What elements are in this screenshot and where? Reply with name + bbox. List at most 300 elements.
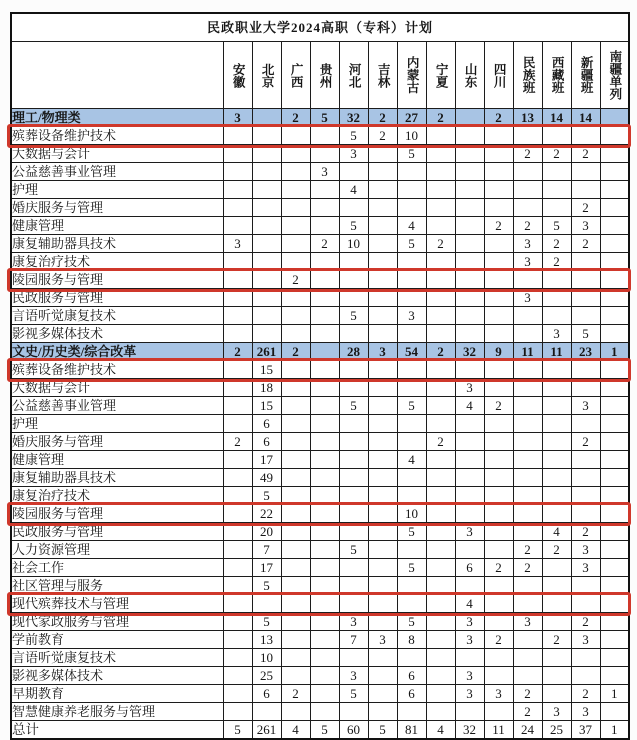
cell bbox=[281, 487, 310, 505]
cell bbox=[600, 703, 629, 721]
cell: 5 bbox=[252, 487, 281, 505]
cell bbox=[397, 271, 426, 289]
cell bbox=[571, 487, 600, 505]
column-header-label: 民族班 bbox=[521, 56, 536, 94]
cell: 2 bbox=[513, 541, 542, 559]
cell bbox=[223, 199, 252, 217]
column-header-5 bbox=[339, 42, 368, 109]
cell bbox=[513, 505, 542, 523]
cell bbox=[513, 469, 542, 487]
column-header-12 bbox=[542, 42, 571, 109]
cell bbox=[310, 199, 339, 217]
cell: 3 bbox=[455, 685, 484, 703]
cell bbox=[310, 379, 339, 397]
column-header-label: 新疆班 bbox=[579, 56, 594, 94]
cell bbox=[542, 577, 571, 595]
cell bbox=[513, 595, 542, 613]
cell bbox=[252, 217, 281, 235]
cell: 2 bbox=[571, 145, 600, 163]
column-header-14 bbox=[600, 42, 629, 109]
cell bbox=[600, 397, 629, 415]
cell bbox=[223, 361, 252, 379]
cell bbox=[310, 685, 339, 703]
cell bbox=[310, 649, 339, 667]
cell bbox=[455, 649, 484, 667]
cell bbox=[368, 235, 397, 253]
cell bbox=[368, 559, 397, 577]
cell bbox=[426, 217, 455, 235]
cell: 2 bbox=[281, 271, 310, 289]
column-header-label: 宁夏 bbox=[434, 62, 449, 88]
cell bbox=[223, 577, 252, 595]
cell bbox=[339, 451, 368, 469]
column-header-label: 广西 bbox=[289, 62, 304, 88]
cell: 2 bbox=[281, 685, 310, 703]
cell: 8 bbox=[397, 631, 426, 649]
cell bbox=[600, 361, 629, 379]
cell: 2 bbox=[571, 685, 600, 703]
cell bbox=[368, 217, 397, 235]
cell bbox=[484, 667, 513, 685]
cell: 5 bbox=[310, 721, 339, 740]
cell bbox=[223, 217, 252, 235]
cell bbox=[484, 523, 513, 541]
cell bbox=[252, 595, 281, 613]
cell bbox=[397, 649, 426, 667]
row-label: 现代家政服务与管理 bbox=[11, 613, 223, 631]
cell bbox=[368, 433, 397, 451]
cell: 2 bbox=[513, 703, 542, 721]
cell bbox=[368, 469, 397, 487]
cell bbox=[484, 379, 513, 397]
cell bbox=[252, 109, 281, 127]
cell: 11 bbox=[513, 343, 542, 361]
cell: 3 bbox=[455, 523, 484, 541]
row-label: 婚庆服务与管理 bbox=[11, 433, 223, 451]
cell bbox=[513, 163, 542, 181]
table-row bbox=[11, 631, 629, 649]
cell bbox=[426, 127, 455, 145]
cell bbox=[397, 469, 426, 487]
cell: 2 bbox=[571, 199, 600, 217]
cell bbox=[281, 163, 310, 181]
cell bbox=[455, 505, 484, 523]
cell bbox=[426, 163, 455, 181]
cell bbox=[368, 163, 397, 181]
cell bbox=[542, 559, 571, 577]
row-label: 健康管理 bbox=[11, 217, 223, 235]
cell bbox=[600, 433, 629, 451]
column-header-label: 西藏班 bbox=[550, 56, 565, 94]
cell bbox=[455, 145, 484, 163]
cell bbox=[542, 379, 571, 397]
cell: 5 bbox=[397, 235, 426, 253]
section-header-row bbox=[11, 109, 629, 127]
cell bbox=[455, 361, 484, 379]
cell bbox=[339, 433, 368, 451]
cell bbox=[310, 595, 339, 613]
cell: 5 bbox=[310, 109, 339, 127]
cell bbox=[571, 415, 600, 433]
cell bbox=[484, 505, 513, 523]
cell: 25 bbox=[542, 721, 571, 740]
cell: 5 bbox=[339, 685, 368, 703]
cell bbox=[542, 181, 571, 199]
cell bbox=[310, 397, 339, 415]
cell bbox=[397, 325, 426, 343]
cell bbox=[571, 307, 600, 325]
cell bbox=[426, 505, 455, 523]
cell: 3 bbox=[571, 559, 600, 577]
cell bbox=[542, 199, 571, 217]
cell bbox=[600, 307, 629, 325]
cell bbox=[600, 487, 629, 505]
column-header-10 bbox=[484, 42, 513, 109]
row-label: 影视多媒体技术 bbox=[11, 667, 223, 685]
cell: 5 bbox=[397, 523, 426, 541]
cell bbox=[600, 325, 629, 343]
cell bbox=[281, 181, 310, 199]
cell bbox=[513, 631, 542, 649]
cell bbox=[513, 415, 542, 433]
cell bbox=[455, 199, 484, 217]
cell: 3 bbox=[513, 253, 542, 271]
cell bbox=[397, 415, 426, 433]
cell bbox=[455, 307, 484, 325]
cell bbox=[281, 595, 310, 613]
cell bbox=[339, 505, 368, 523]
cell: 3 bbox=[223, 109, 252, 127]
cell bbox=[600, 199, 629, 217]
cell bbox=[397, 361, 426, 379]
row-label: 社区管理与服务 bbox=[11, 577, 223, 595]
cell: 13 bbox=[252, 631, 281, 649]
cell bbox=[339, 253, 368, 271]
cell bbox=[455, 253, 484, 271]
cell bbox=[339, 271, 368, 289]
cell: 4 bbox=[397, 451, 426, 469]
column-header-9 bbox=[455, 42, 484, 109]
cell bbox=[252, 325, 281, 343]
cell bbox=[426, 577, 455, 595]
cell bbox=[600, 109, 629, 127]
cell: 22 bbox=[252, 505, 281, 523]
cell: 5 bbox=[571, 325, 600, 343]
cell: 5 bbox=[397, 613, 426, 631]
cell bbox=[513, 361, 542, 379]
cell bbox=[513, 433, 542, 451]
cell bbox=[368, 613, 397, 631]
cell bbox=[513, 667, 542, 685]
cell bbox=[310, 307, 339, 325]
cell bbox=[600, 127, 629, 145]
cell bbox=[368, 577, 397, 595]
cell: 6 bbox=[455, 559, 484, 577]
section-header-row bbox=[11, 343, 629, 361]
cell bbox=[223, 505, 252, 523]
cell bbox=[281, 415, 310, 433]
cell bbox=[368, 685, 397, 703]
cell bbox=[252, 307, 281, 325]
cell bbox=[339, 487, 368, 505]
cell: 2 bbox=[426, 433, 455, 451]
cell bbox=[426, 685, 455, 703]
cell bbox=[600, 379, 629, 397]
cell bbox=[339, 577, 368, 595]
cell bbox=[571, 667, 600, 685]
cell: 15 bbox=[252, 361, 281, 379]
table-row bbox=[11, 379, 629, 397]
cell bbox=[542, 433, 571, 451]
cell bbox=[252, 199, 281, 217]
cell bbox=[281, 199, 310, 217]
cell bbox=[542, 487, 571, 505]
cell bbox=[484, 253, 513, 271]
cell bbox=[252, 235, 281, 253]
cell: 2 bbox=[484, 109, 513, 127]
cell bbox=[252, 181, 281, 199]
cell bbox=[484, 163, 513, 181]
cell bbox=[223, 415, 252, 433]
column-header-label: 内蒙古 bbox=[405, 56, 420, 94]
cell bbox=[426, 199, 455, 217]
cell: 2 bbox=[310, 235, 339, 253]
cell bbox=[252, 163, 281, 181]
cell bbox=[484, 577, 513, 595]
cell bbox=[281, 703, 310, 721]
cell: 3 bbox=[513, 289, 542, 307]
table-row bbox=[11, 361, 629, 379]
cell bbox=[339, 703, 368, 721]
cell bbox=[310, 541, 339, 559]
cell bbox=[368, 253, 397, 271]
cell bbox=[571, 649, 600, 667]
cell bbox=[310, 559, 339, 577]
cell bbox=[368, 145, 397, 163]
cell bbox=[368, 415, 397, 433]
cell bbox=[542, 613, 571, 631]
cell bbox=[426, 253, 455, 271]
cell bbox=[600, 505, 629, 523]
cell bbox=[455, 163, 484, 181]
cell: 28 bbox=[339, 343, 368, 361]
cell bbox=[281, 379, 310, 397]
cell bbox=[310, 271, 339, 289]
cell bbox=[455, 127, 484, 145]
cell: 3 bbox=[368, 343, 397, 361]
cell bbox=[281, 307, 310, 325]
table-row bbox=[11, 487, 629, 505]
cell bbox=[252, 253, 281, 271]
cell: 3 bbox=[455, 631, 484, 649]
cell bbox=[426, 667, 455, 685]
cell: 14 bbox=[571, 109, 600, 127]
cell: 4 bbox=[426, 721, 455, 740]
cell bbox=[310, 703, 339, 721]
cell bbox=[223, 145, 252, 163]
cell: 4 bbox=[397, 217, 426, 235]
cell bbox=[513, 181, 542, 199]
cell bbox=[542, 307, 571, 325]
cell bbox=[281, 469, 310, 487]
cell bbox=[426, 181, 455, 199]
cell bbox=[397, 487, 426, 505]
cell bbox=[368, 667, 397, 685]
table-row bbox=[11, 145, 629, 163]
cell: 5 bbox=[252, 577, 281, 595]
row-label: 现代殡葬技术与管理 bbox=[11, 595, 223, 613]
cell bbox=[542, 685, 571, 703]
cell: 5 bbox=[397, 145, 426, 163]
cell: 3 bbox=[339, 667, 368, 685]
cell bbox=[484, 613, 513, 631]
cell bbox=[339, 325, 368, 343]
row-label: 智慧健康养老服务与管理 bbox=[11, 703, 223, 721]
cell: 4 bbox=[455, 397, 484, 415]
row-label: 人力资源管理 bbox=[11, 541, 223, 559]
cell bbox=[281, 361, 310, 379]
cell: 5 bbox=[397, 397, 426, 415]
cell bbox=[513, 307, 542, 325]
cell: 2 bbox=[223, 433, 252, 451]
cell: 6 bbox=[252, 415, 281, 433]
cell bbox=[426, 469, 455, 487]
cell bbox=[281, 505, 310, 523]
cell bbox=[513, 487, 542, 505]
cell bbox=[310, 253, 339, 271]
cell bbox=[542, 451, 571, 469]
column-header-13 bbox=[571, 42, 600, 109]
cell bbox=[600, 217, 629, 235]
cell bbox=[310, 577, 339, 595]
cell bbox=[281, 325, 310, 343]
cell bbox=[281, 667, 310, 685]
cell: 11 bbox=[484, 721, 513, 740]
cell: 24 bbox=[513, 721, 542, 740]
row-label: 大数据与会计 bbox=[11, 379, 223, 397]
cell bbox=[571, 577, 600, 595]
cell: 5 bbox=[542, 217, 571, 235]
cell bbox=[368, 487, 397, 505]
cell bbox=[600, 523, 629, 541]
cell bbox=[484, 289, 513, 307]
cell bbox=[426, 631, 455, 649]
cell bbox=[252, 703, 281, 721]
cell bbox=[600, 559, 629, 577]
cell bbox=[600, 235, 629, 253]
cell bbox=[281, 397, 310, 415]
cell bbox=[368, 595, 397, 613]
table-row bbox=[11, 307, 629, 325]
cell: 6 bbox=[252, 685, 281, 703]
cell bbox=[571, 361, 600, 379]
cell bbox=[281, 127, 310, 145]
cell bbox=[310, 217, 339, 235]
cell bbox=[310, 523, 339, 541]
cell bbox=[281, 541, 310, 559]
cell: 2 bbox=[368, 109, 397, 127]
table-row bbox=[11, 235, 629, 253]
cell bbox=[223, 667, 252, 685]
cell: 3 bbox=[484, 685, 513, 703]
cell bbox=[600, 649, 629, 667]
cell bbox=[368, 649, 397, 667]
cell bbox=[252, 289, 281, 307]
cell bbox=[571, 469, 600, 487]
cell: 10 bbox=[339, 235, 368, 253]
cell: 3 bbox=[571, 217, 600, 235]
cell bbox=[455, 577, 484, 595]
cell bbox=[223, 379, 252, 397]
column-header-2 bbox=[252, 42, 281, 109]
cell bbox=[426, 361, 455, 379]
cell bbox=[484, 145, 513, 163]
enrollment-plan-table bbox=[10, 12, 630, 740]
cell: 2 bbox=[484, 559, 513, 577]
cell: 2 bbox=[571, 613, 600, 631]
cell bbox=[252, 127, 281, 145]
cell bbox=[426, 523, 455, 541]
cell: 261 bbox=[252, 721, 281, 740]
cell bbox=[600, 253, 629, 271]
cell: 5 bbox=[339, 127, 368, 145]
cell bbox=[310, 361, 339, 379]
cell bbox=[484, 703, 513, 721]
row-label: 公益慈善事业管理 bbox=[11, 397, 223, 415]
cell bbox=[426, 703, 455, 721]
cell bbox=[310, 631, 339, 649]
table-row bbox=[11, 289, 629, 307]
title-row bbox=[11, 13, 629, 42]
cell bbox=[484, 361, 513, 379]
cell bbox=[223, 595, 252, 613]
row-label: 言语听觉康复技术 bbox=[11, 649, 223, 667]
cell bbox=[600, 613, 629, 631]
cell bbox=[426, 613, 455, 631]
cell: 3 bbox=[513, 613, 542, 631]
cell bbox=[426, 451, 455, 469]
cell: 3 bbox=[571, 541, 600, 559]
cell bbox=[281, 559, 310, 577]
cell bbox=[281, 253, 310, 271]
cell: 2 bbox=[542, 541, 571, 559]
cell bbox=[484, 487, 513, 505]
cell: 3 bbox=[455, 613, 484, 631]
cell: 2 bbox=[542, 145, 571, 163]
cell: 4 bbox=[339, 181, 368, 199]
cell bbox=[542, 127, 571, 145]
cell bbox=[310, 127, 339, 145]
cell: 2 bbox=[484, 631, 513, 649]
cell bbox=[542, 271, 571, 289]
cell: 18 bbox=[252, 379, 281, 397]
cell bbox=[513, 523, 542, 541]
cell bbox=[339, 523, 368, 541]
cell bbox=[484, 433, 513, 451]
cell bbox=[484, 325, 513, 343]
cell bbox=[455, 271, 484, 289]
cell bbox=[426, 487, 455, 505]
cell bbox=[310, 145, 339, 163]
cell bbox=[600, 631, 629, 649]
cell: 5 bbox=[223, 721, 252, 740]
cell: 4 bbox=[542, 523, 571, 541]
cell bbox=[368, 199, 397, 217]
cell bbox=[310, 667, 339, 685]
cell bbox=[223, 523, 252, 541]
column-header-1 bbox=[223, 42, 252, 109]
row-label: 健康管理 bbox=[11, 451, 223, 469]
